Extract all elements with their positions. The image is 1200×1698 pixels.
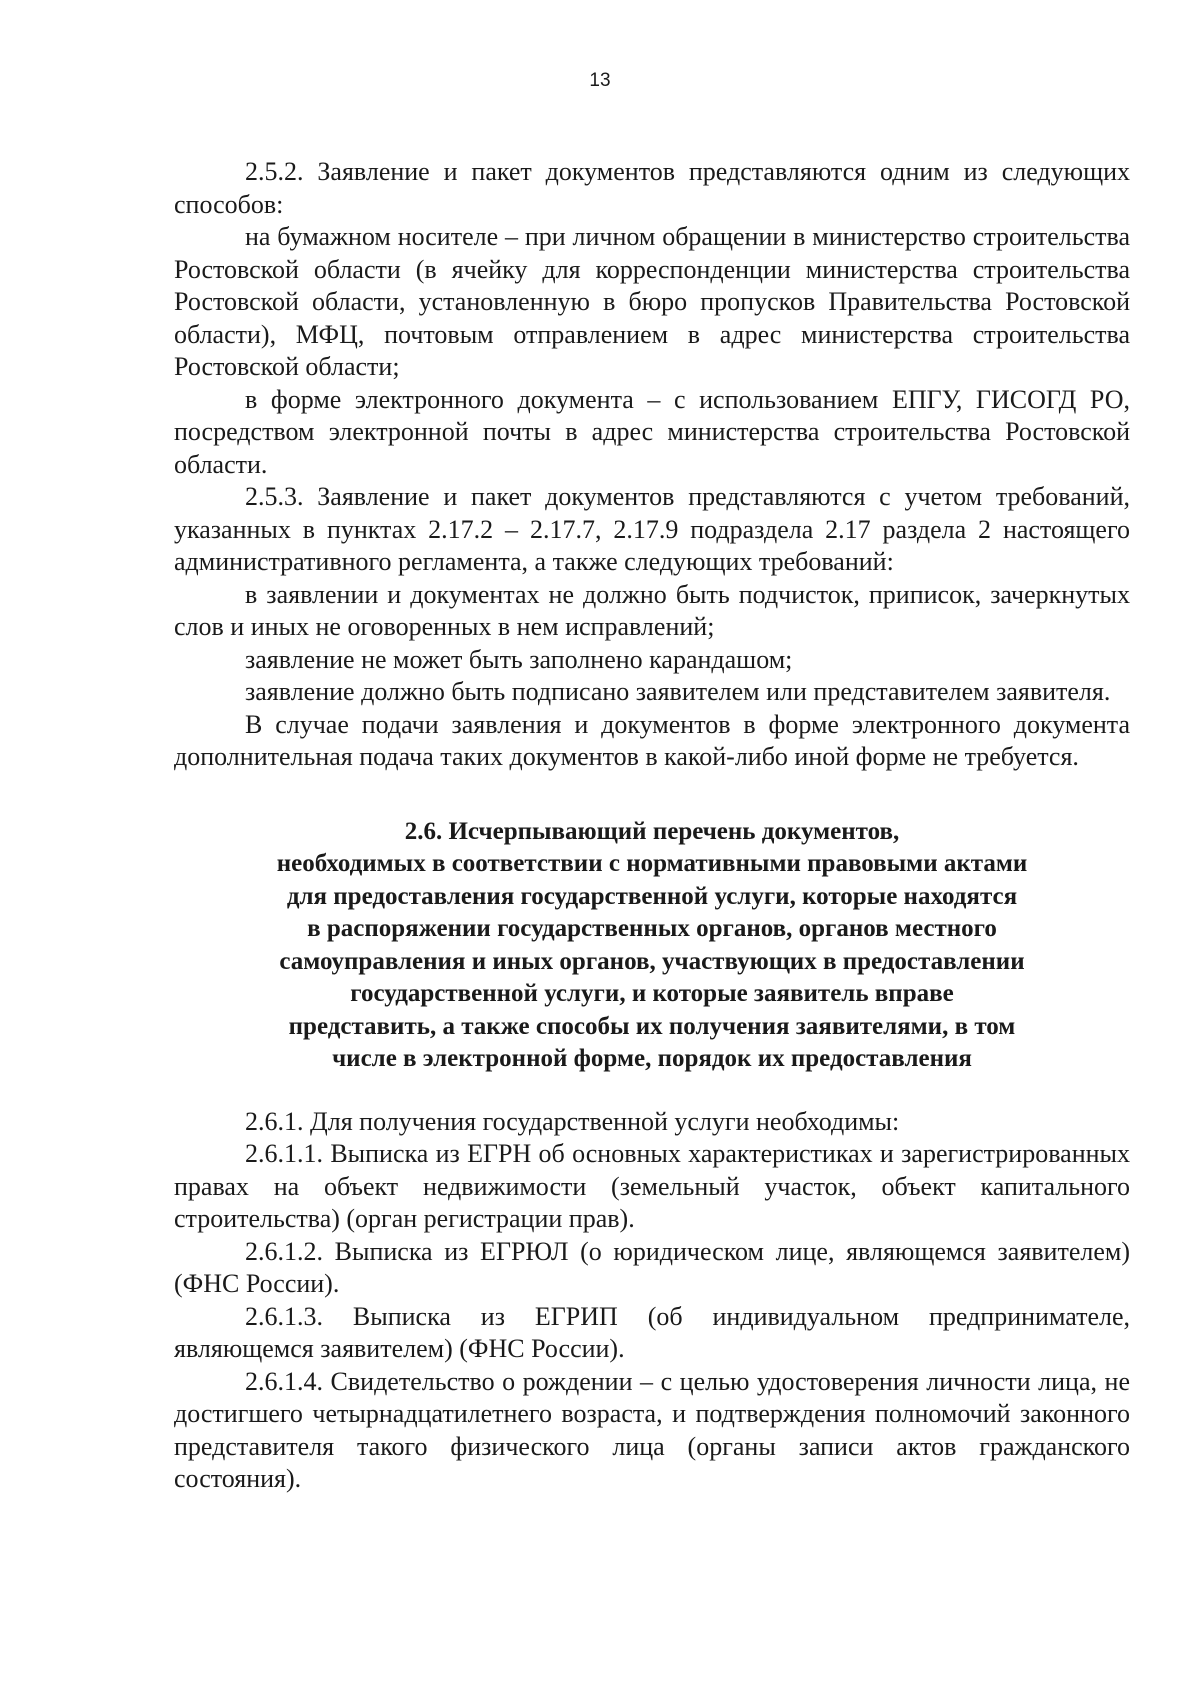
document-body (174, 156, 1130, 1496)
heading-line: необходимых в соответствии с нормативными правовыми актами (276, 850, 1028, 877)
paragraph-paper-method: на бумажном носителе – при личном обращении в министерство строительства Ростовской области (в ячейку для корреспонденции министерства строительства Ростовской области, установленную в бюро пропусков Правительства Ростовской области), МФЦ, почтовым отправлением в адрес министерства строительства Ростовской области; (174, 222, 1130, 381)
paragraph-signed: заявление должно быть подписано заявителем или представителем заявителя. (245, 677, 1111, 706)
paragraph-2-6-1-3: 2.6.1.3. Выписка из ЕГРИП (об индивидуальном предпринимателе, являющемся заявителем) (ФНС России). (174, 1301, 1130, 1363)
paragraph-2-6-1-1: 2.6.1.1. Выписка из ЕГРН об основных характеристиках и зарегистрированных правах на объект недвижимости (земельный участок, объект капитального строительства) (орган регистрации прав). (174, 1139, 1130, 1233)
heading-line: самоуправления и иных органов, участвующих в предоставлении (279, 947, 1025, 975)
paragraph-2-6-1-4: 2.6.1.4. Свидетельство о рождении – с целью удостоверения личности лица, не достигшего четырнадцатилетнего возраста, и подтверждения полномочий законного представителя такого физического лица (органы записи актов гражданского состояния). (174, 1366, 1130, 1493)
heading-text (212, 816, 1092, 1076)
section-heading-2-6 (174, 816, 1130, 1076)
heading-line: в распоряжении государственных органов, органов местного (307, 915, 997, 942)
page-number: 13 (589, 70, 611, 91)
paragraph-2-6-1: 2.6.1. Для получения государственной услуги необходимы: (245, 1106, 900, 1136)
heading-line: 2.6. Исчерпывающий перечень документов, (404, 817, 900, 845)
heading-line: государственной услуги, и которые заявитель вправе (350, 980, 954, 1007)
heading-line: для предоставления государственной услуги, которые находятся (286, 882, 1018, 910)
paragraph-2-6-1-2: 2.6.1.2. Выписка из ЕГРЮЛ (о юридическом лице, являющемся заявителем) (ФНС России). (174, 1236, 1130, 1298)
paragraph-no-pencil: заявление не может быть заполнено карандашом; (245, 644, 793, 674)
paragraph-2-5-3: 2.5.3. Заявление и пакет документов представляются с учетом требований, указанных в пунктах 2.17.2 – 2.17.7, 2.17.9 подраздела 2.17 раздела 2 настоящего административного регламента, а также следующих требований: (174, 482, 1130, 576)
heading-line: числе в электронной форме, порядок их предоставления (332, 1045, 972, 1072)
paragraph-electronic-method: в форме электронного документа – с использованием ЕПГУ, ГИСОГД РО, посредством электронной почты в адрес министерства строительства Ростовской области. (174, 384, 1130, 479)
paragraph-2-5-2: 2.5.2. Заявление и пакет документов представляются одним из следующих способов: (174, 157, 1130, 219)
heading-line: представить, а также способы их получения заявителями, в том (288, 1012, 1016, 1040)
paragraph-no-corrections: в заявлении и документах не должно быть подчисток, приписок, зачеркнутых слов и иных не оговоренных в нем исправлений; (174, 579, 1130, 641)
paragraph-electronic-submission: В случае подачи заявления и документов в форме электронного документа дополнительная подача таких документов в какой-либо иной форме не требуется. (174, 709, 1130, 771)
